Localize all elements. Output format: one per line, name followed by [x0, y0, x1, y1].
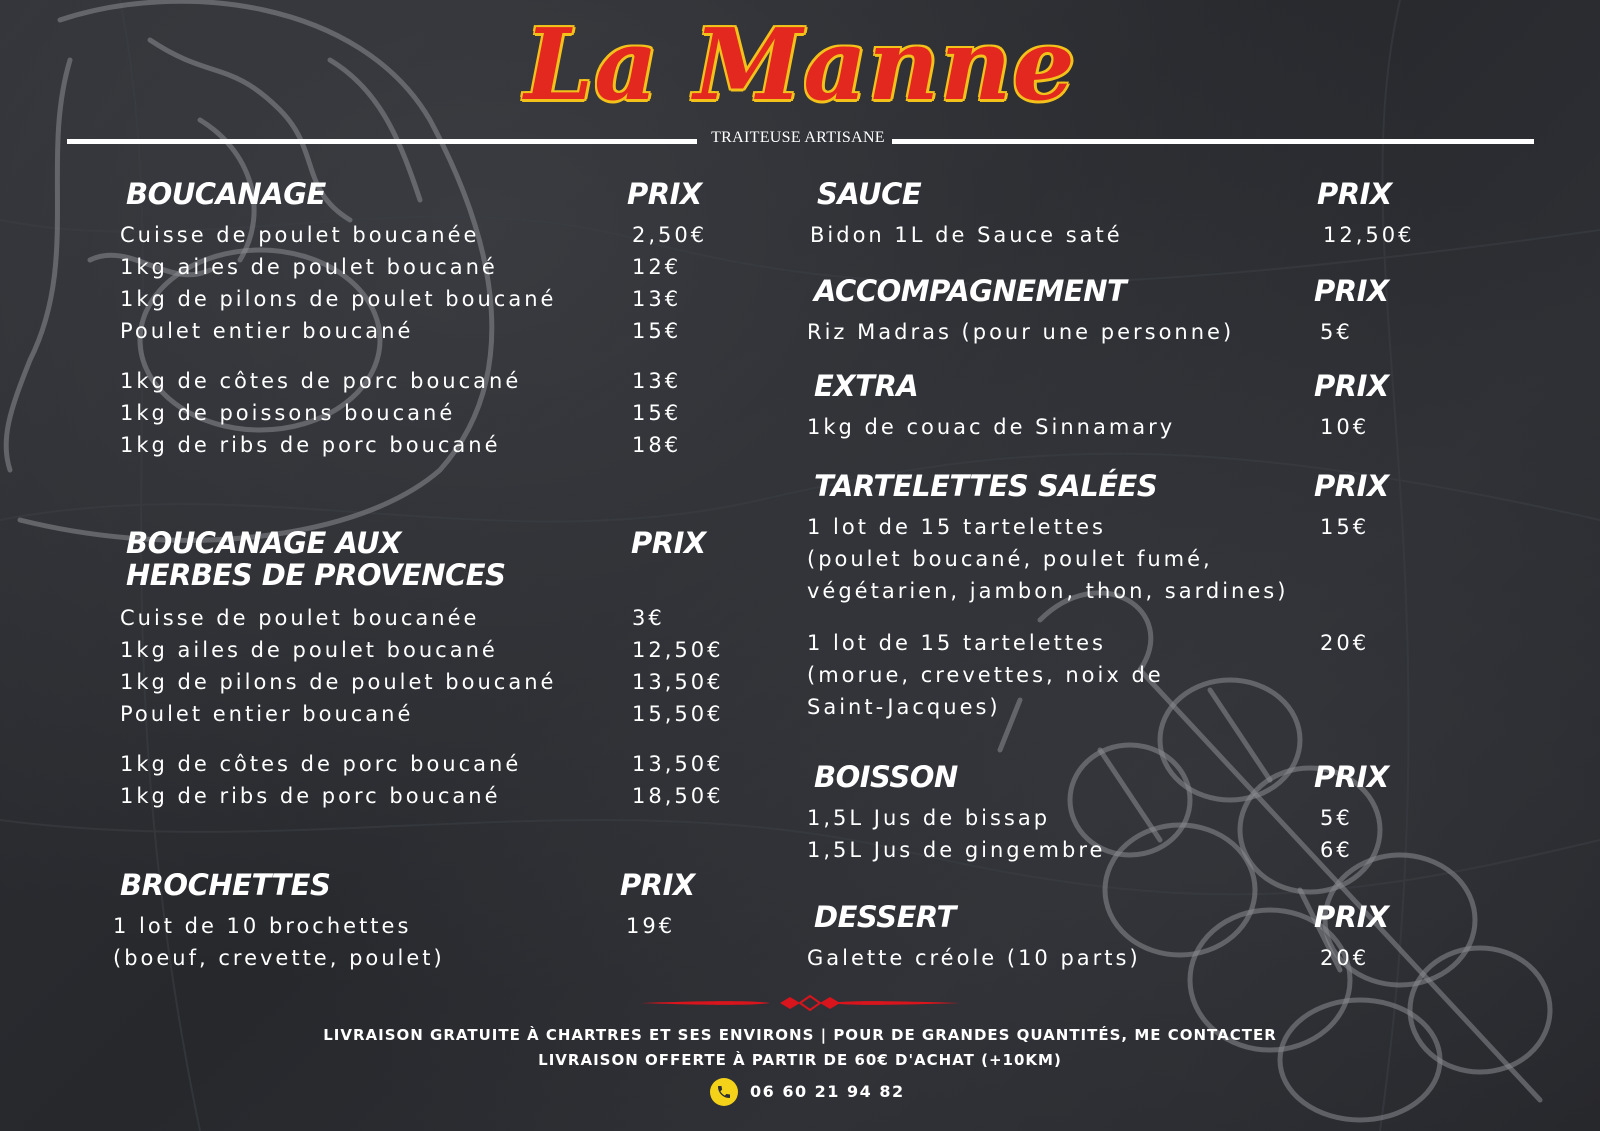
header-divider-right [892, 139, 1534, 144]
section-title-sauce: SAUCE [817, 177, 922, 211]
menu-item-price: 12,50€ [1323, 223, 1415, 247]
price-header: PRIX [1317, 177, 1392, 211]
phone-icon[interactable] [710, 1078, 738, 1106]
price-header: PRIX [1314, 369, 1389, 403]
menu-item-name: 1kg ailes de poulet boucané [120, 255, 498, 279]
menu-item-price: 12,50€ [632, 638, 724, 662]
menu-item-name: 1 lot de 10 brochettes (boeuf, crevette, poulet) [113, 914, 445, 970]
menu-item-name: 1,5L Jus de gingembre [807, 838, 1106, 862]
header-divider-left [67, 139, 697, 144]
section-title-brochettes: BROCHETTES [120, 868, 331, 902]
price-header: PRIX [1314, 900, 1389, 934]
tagline: TRAITEUSE ARTISANE [711, 129, 885, 146]
section-title-boucanage: BOUCANAGE [126, 177, 326, 211]
menu-item-name: Cuisse de poulet boucanée [120, 606, 480, 630]
menu-item-price: 15€ [632, 401, 682, 425]
menu-item-name: Galette créole (10 parts) [807, 946, 1141, 970]
price-header: PRIX [1314, 760, 1389, 794]
menu-item-price: 5€ [1320, 320, 1353, 344]
menu-item-price: 20€ [1320, 631, 1370, 655]
phone-glyph-icon [716, 1084, 732, 1100]
section-title-extra: EXTRA [814, 369, 919, 403]
menu-item-price: 15€ [1320, 515, 1370, 539]
menu-item-price: 3€ [632, 606, 665, 630]
menu-item-price: 12€ [632, 255, 682, 279]
menu-item-price: 15€ [632, 319, 682, 343]
ornament-divider-icon [640, 994, 960, 1012]
menu-item-name: Riz Madras (pour une personne) [807, 320, 1235, 344]
menu-item-name: 1kg de couac de Sinnamary [807, 415, 1176, 439]
price-header: PRIX [627, 177, 702, 211]
section-title-dessert: DESSERT [814, 900, 956, 934]
menu-item-name: 1kg de côtes de porc boucané [120, 369, 522, 393]
price-header: PRIX [620, 868, 695, 902]
menu-item-price: 5€ [1320, 806, 1353, 830]
section-title-tartelettes: TARTELETTES SALÉES [814, 469, 1158, 503]
menu-item-price: 18,50€ [632, 784, 724, 808]
menu-item-price: 20€ [1320, 946, 1370, 970]
menu-item-name: Poulet entier boucané [120, 702, 414, 726]
menu-item-name: Poulet entier boucané [120, 319, 414, 343]
section-title-herbes: BOUCANAGE AUX HERBES DE PROVENCES [126, 526, 506, 592]
menu-item-price: 6€ [1320, 838, 1353, 862]
menu-item-name: 1kg de ribs de porc boucané [120, 784, 501, 808]
menu-item-price: 18€ [632, 433, 682, 457]
menu-item-price: 13,50€ [632, 752, 724, 776]
price-header: PRIX [1314, 274, 1389, 308]
brand-logo-title: La Manne [524, 8, 1076, 123]
menu-item-name: Bidon 1L de Sauce saté [810, 223, 1123, 247]
menu-item-name: 1kg de ribs de porc boucané [120, 433, 501, 457]
menu-item-price: 10€ [1320, 415, 1370, 439]
menu-item-name: 1 lot de 15 tartelettes (poulet boucané, poulet fumé, végétarien, jambon, thon, sardines) [807, 515, 1289, 603]
footer-delivery-line: LIVRAISON GRATUITE À CHARTRES ET SES ENVIRONS | POUR DE GRANDES QUANTITÉS, ME CONTACTER [323, 1026, 1277, 1044]
menu-item-price: 13€ [632, 369, 682, 393]
menu-item-price: 13,50€ [632, 670, 724, 694]
menu-item-name: 1 lot de 15 tartelettes (morue, crevettes, noix de Saint-Jacques) [807, 631, 1164, 719]
section-title-boisson: BOISSON [814, 760, 958, 794]
menu-item-name: 1kg de pilons de poulet boucané [120, 287, 557, 311]
price-header: PRIX [1314, 469, 1389, 503]
menu-item-price: 19€ [626, 914, 676, 938]
menu-item-name: 1kg ailes de poulet boucané [120, 638, 498, 662]
footer-offer-line: LIVRAISON OFFERTE À PARTIR DE 60€ D'ACHAT (+10KM) [538, 1051, 1062, 1069]
menu-item-price: 15,50€ [632, 702, 724, 726]
menu-item-name: 1kg de pilons de poulet boucané [120, 670, 557, 694]
section-title-accompagnement: ACCOMPAGNEMENT [814, 274, 1127, 308]
menu-item-name: 1kg de côtes de porc boucané [120, 752, 522, 776]
menu-item-price: 13€ [632, 287, 682, 311]
phone-number[interactable]: 06 60 21 94 82 [750, 1082, 905, 1101]
menu-item-name: Cuisse de poulet boucanée [120, 223, 480, 247]
menu-item-name: 1,5L Jus de bissap [807, 806, 1051, 830]
price-header: PRIX [631, 526, 706, 560]
menu-item-price: 2,50€ [632, 223, 708, 247]
menu-item-name: 1kg de poissons boucané [120, 401, 456, 425]
